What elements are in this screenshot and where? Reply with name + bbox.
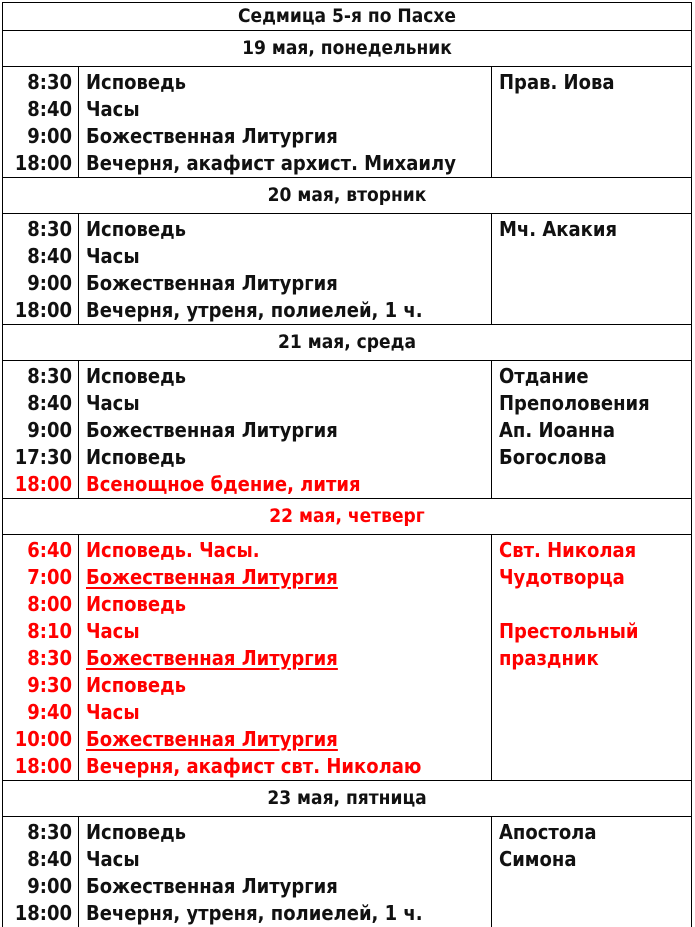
week-title: Седмица 5-я по Пасхе xyxy=(3,3,691,31)
service-name-text: Исповедь xyxy=(86,217,187,241)
service-time: 8:30 xyxy=(27,70,72,94)
saint-column xyxy=(492,817,691,927)
times-column xyxy=(3,361,79,498)
service-time: 9:40 xyxy=(27,700,72,724)
service-time: 8:10 xyxy=(27,619,72,643)
day-schedule xyxy=(3,361,691,499)
service-name xyxy=(86,591,491,618)
times-column xyxy=(3,67,79,177)
service-name-text: Божественная Литургия xyxy=(86,727,338,751)
events-column xyxy=(79,67,492,177)
saint-line: Ап. Иоанна xyxy=(499,418,616,442)
saint-line: Отдание xyxy=(499,364,589,388)
saint-line: Престольный xyxy=(499,619,639,643)
saint-line: Мч. Акакия xyxy=(499,217,618,241)
times-column xyxy=(3,214,79,324)
service-name xyxy=(86,672,491,699)
service-name xyxy=(86,150,491,177)
service-name-text: Исповедь xyxy=(86,592,187,616)
schedule-table xyxy=(2,2,692,927)
saint-line: Свт. Николая xyxy=(499,538,637,562)
service-time: 18:00 xyxy=(14,901,72,925)
service-time: 18:00 xyxy=(14,151,72,175)
service-name-text: Исповедь xyxy=(86,673,187,697)
saint-line: Апостола xyxy=(499,820,597,844)
service-time: 17:30 xyxy=(14,445,72,469)
service-name-text: Часы xyxy=(86,244,140,268)
service-name xyxy=(86,69,491,96)
day-header: 19 мая, понедельник xyxy=(3,31,691,67)
service-name xyxy=(86,123,491,150)
service-time: 18:00 xyxy=(14,472,72,496)
service-time: 10:00 xyxy=(14,727,72,751)
service-name-text: Исповедь xyxy=(86,445,187,469)
times-column xyxy=(3,817,79,927)
service-name xyxy=(86,618,491,645)
saint-line: Симона xyxy=(499,847,577,871)
service-name-text: Божественная Литургия xyxy=(86,271,338,295)
service-name-text: Исповедь xyxy=(86,820,187,844)
saint-spacer xyxy=(499,591,691,618)
service-name-text: Исповедь. Часы. xyxy=(86,538,260,562)
day-schedule xyxy=(3,535,691,781)
service-name-text: Божественная Литургия xyxy=(86,418,338,442)
saint-line: Преполовения xyxy=(499,391,650,415)
service-time: 18:00 xyxy=(14,298,72,322)
service-name xyxy=(86,390,491,417)
days-container xyxy=(3,31,691,927)
service-time: 9:00 xyxy=(27,271,72,295)
service-name xyxy=(86,726,491,753)
service-name xyxy=(86,564,491,591)
service-time: 9:00 xyxy=(27,124,72,148)
service-name-text: Часы xyxy=(86,847,140,871)
day-header: 23 мая, пятница xyxy=(3,781,691,817)
service-time: 9:30 xyxy=(27,673,72,697)
saint-line: Прав. Иова xyxy=(499,70,615,94)
service-time: 8:40 xyxy=(27,391,72,415)
saint-column xyxy=(492,214,691,324)
service-name xyxy=(86,270,491,297)
service-name xyxy=(86,900,491,927)
service-time: 9:00 xyxy=(27,874,72,898)
service-name-text: Часы xyxy=(86,97,140,121)
times-column xyxy=(3,535,79,780)
service-name-text: Вечерня, акафист свт. Николаю xyxy=(86,754,422,778)
service-time: 8:30 xyxy=(27,820,72,844)
saint-line: Чудотворца xyxy=(499,565,625,589)
service-name xyxy=(86,243,491,270)
service-time: 8:40 xyxy=(27,97,72,121)
service-time: 8:30 xyxy=(27,646,72,670)
service-name xyxy=(86,753,491,780)
service-name-text: Вечерня, утреня, полиелей, 1 ч. xyxy=(86,901,423,925)
service-name xyxy=(86,363,491,390)
service-name xyxy=(86,537,491,564)
service-time: 8:30 xyxy=(27,364,72,388)
service-time: 8:30 xyxy=(27,217,72,241)
service-name xyxy=(86,417,491,444)
day-header: 22 мая, четверг xyxy=(3,499,691,535)
saint-line: Богослова xyxy=(499,445,607,469)
events-column xyxy=(79,817,492,927)
day-schedule xyxy=(3,214,691,325)
service-name-text: Вечерня, утреня, полиелей, 1 ч. xyxy=(86,298,423,322)
service-name-text: Божественная Литургия xyxy=(86,646,338,670)
service-name xyxy=(86,471,491,498)
service-name-text: Часы xyxy=(86,700,140,724)
saint-line: праздник xyxy=(499,646,599,670)
events-column xyxy=(79,214,492,324)
service-name-text: Исповедь xyxy=(86,70,187,94)
service-name xyxy=(86,444,491,471)
day-header: 20 мая, вторник xyxy=(3,178,691,214)
service-name xyxy=(86,873,491,900)
service-name-text: Часы xyxy=(86,391,140,415)
service-name xyxy=(86,96,491,123)
service-time: 6:40 xyxy=(27,538,72,562)
day-schedule xyxy=(3,67,691,178)
service-name xyxy=(86,216,491,243)
day-schedule xyxy=(3,817,691,927)
service-name-text: Божественная Литургия xyxy=(86,565,338,589)
events-column xyxy=(79,361,492,498)
service-name xyxy=(86,699,491,726)
service-time: 7:00 xyxy=(27,565,72,589)
events-column xyxy=(79,535,492,780)
service-time: 8:00 xyxy=(27,592,72,616)
service-name-text: Божественная Литургия xyxy=(86,874,338,898)
saint-column xyxy=(492,535,691,780)
saint-column xyxy=(492,67,691,177)
service-name-text: Вечерня, акафист архист. Михаилу xyxy=(86,151,456,175)
service-time: 8:40 xyxy=(27,244,72,268)
service-name-text: Всенощное бдение, лития xyxy=(86,472,361,496)
service-name-text: Часы xyxy=(86,619,140,643)
service-name xyxy=(86,645,491,672)
service-name xyxy=(86,819,491,846)
service-time: 8:40 xyxy=(27,847,72,871)
service-time: 9:00 xyxy=(27,418,72,442)
service-name-text: Исповедь xyxy=(86,364,187,388)
saint-column xyxy=(492,361,691,498)
day-header: 21 мая, среда xyxy=(3,325,691,361)
service-name xyxy=(86,297,491,324)
service-name-text: Божественная Литургия xyxy=(86,124,338,148)
service-name xyxy=(86,846,491,873)
service-time: 18:00 xyxy=(14,754,72,778)
